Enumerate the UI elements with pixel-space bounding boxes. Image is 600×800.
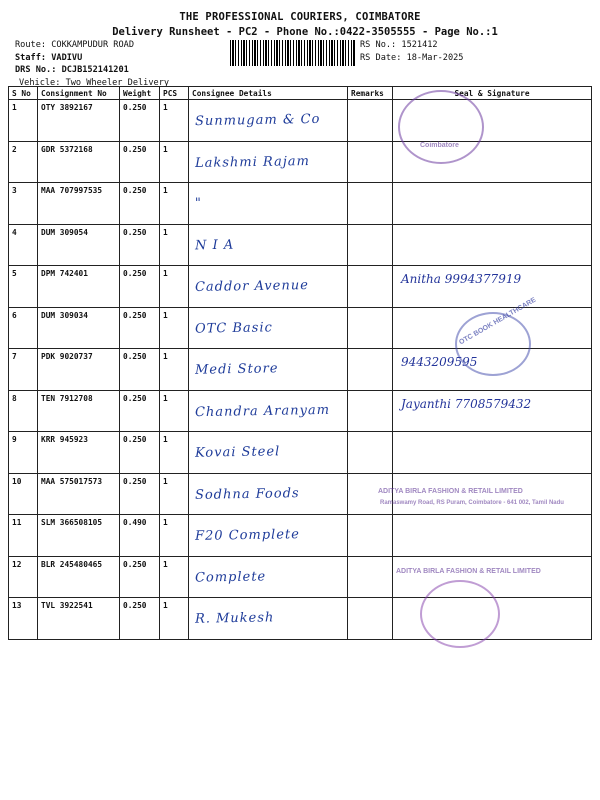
cell-weight: 0.250: [120, 224, 160, 266]
cell-consignment: DPM 742401: [38, 266, 120, 308]
cell-pcs: 1: [160, 100, 189, 142]
cell-consignment: TEN 7912708: [38, 390, 120, 432]
col-seal: Seal & Signature: [393, 87, 592, 100]
cell-weight: 0.250: [120, 183, 160, 225]
cell-pcs: 1: [160, 349, 189, 391]
handwritten-consignee: Lakshmi Rajam: [194, 153, 310, 171]
cell-consignee: [189, 515, 348, 557]
stamp-coimbatore: Coimbatore: [420, 142, 459, 149]
cell-seal: [393, 390, 592, 432]
cell-pcs: 1: [160, 224, 189, 266]
cell-consignment: GDR 5372168: [38, 141, 120, 183]
handwritten-signature: Anitha 9994377919: [401, 272, 522, 286]
cell-seal: [393, 556, 592, 598]
cell-pcs: 1: [160, 183, 189, 225]
handwritten-signature: Jayanthi 7708579432: [401, 396, 532, 411]
cell-consignment: PDK 9020737: [38, 349, 120, 391]
cell-pcs: 1: [160, 432, 189, 474]
col-sno: S No: [9, 87, 38, 100]
table-row: [9, 515, 592, 557]
barcode: [230, 40, 355, 66]
cell-weight: 0.250: [120, 141, 160, 183]
cell-remarks: [348, 224, 393, 266]
cell-consignment: SLM 366508105: [38, 515, 120, 557]
cell-remarks: [348, 556, 393, 598]
table-row: [9, 556, 592, 598]
cell-sno: 13: [9, 598, 38, 640]
cell-consignee: [189, 390, 348, 432]
table-row: [9, 224, 592, 266]
cell-consignee: [189, 100, 348, 142]
handwritten-consignee: Sunmugam & Co: [194, 111, 321, 130]
cell-weight: 0.250: [120, 349, 160, 391]
handwritten-consignee: R. Mukesh: [194, 610, 275, 627]
table-row: [9, 598, 592, 640]
cell-sno: 9: [9, 432, 38, 474]
drs-label: DRS No.: DCJB152141201: [15, 65, 129, 75]
cell-consignee: [189, 224, 348, 266]
cell-consignee: [189, 266, 348, 308]
cell-remarks: [348, 100, 393, 142]
handwritten-consignee: Medi Store: [194, 361, 279, 378]
cell-consignee: [189, 556, 348, 598]
rs-date-label: RS Date: 18-Mar-2025: [360, 52, 464, 63]
cell-consignee: [189, 432, 348, 474]
cell-sno: 12: [9, 556, 38, 598]
cell-sno: 5: [9, 266, 38, 308]
route-label: Route: COKKAMPUDUR ROAD: [15, 40, 134, 50]
handwritten-consignee: ": [194, 195, 203, 212]
cell-weight: 0.490: [120, 515, 160, 557]
cell-consignment: DUM 309054: [38, 224, 120, 266]
cell-remarks: [348, 141, 393, 183]
cell-pcs: 1: [160, 266, 189, 308]
cell-sno: 10: [9, 473, 38, 515]
cell-remarks: [348, 515, 393, 557]
cell-remarks: [348, 266, 393, 308]
table-row: [9, 141, 592, 183]
cell-seal: [393, 224, 592, 266]
cell-consignment: DUM 309034: [38, 307, 120, 349]
cell-weight: 0.250: [120, 598, 160, 640]
stamp-aditya: ADITYA BIRLA FASHION & RETAIL LIMITED: [378, 488, 523, 495]
handwritten-consignee: N I A: [194, 237, 235, 253]
cell-weight: 0.250: [120, 556, 160, 598]
cell-weight: 0.250: [120, 307, 160, 349]
vehicle-label: Vehicle: Two Wheeler Delivery: [19, 77, 170, 88]
cell-pcs: 1: [160, 515, 189, 557]
cell-remarks: [348, 598, 393, 640]
cell-consignee: [189, 473, 348, 515]
cell-sno: 2: [9, 141, 38, 183]
cell-pcs: 1: [160, 473, 189, 515]
stamp-aditya-2: ADITYA BIRLA FASHION & RETAIL LIMITED: [396, 568, 541, 575]
handwritten-consignee: OTC Basic: [194, 319, 273, 337]
cell-remarks: [348, 349, 393, 391]
stamp-apollo: OTC BOOK HEALTHCARE: [458, 296, 538, 347]
table-header-row: [9, 87, 592, 100]
cell-remarks: [348, 432, 393, 474]
col-weight: Weight: [120, 87, 160, 100]
cell-consignment: OTY 3892167: [38, 100, 120, 142]
cell-weight: 0.250: [120, 390, 160, 432]
cell-remarks: [348, 183, 393, 225]
seal-stamp-icon: [398, 90, 484, 164]
cell-sno: 3: [9, 183, 38, 225]
staff-label: Staff: VADIVU: [15, 52, 83, 63]
cell-consignment: MAA 575017573: [38, 473, 120, 515]
handwritten-consignee: Complete: [194, 568, 267, 586]
handwritten-consignee: Sodhna Foods: [194, 485, 300, 503]
col-consignment: Consignment No: [38, 87, 120, 100]
cell-sno: 4: [9, 224, 38, 266]
company-title: THE PROFESSIONAL COURIERS, COIMBATORE: [179, 11, 421, 23]
handwritten-consignee: Caddor Avenue: [194, 278, 309, 295]
cell-sno: 11: [9, 515, 38, 557]
handwritten-consignee: Kovai Steel: [194, 444, 281, 461]
cell-consignee: [189, 141, 348, 183]
cell-pcs: 1: [160, 390, 189, 432]
table-row: [9, 183, 592, 225]
cell-remarks: [348, 390, 393, 432]
table-row: [9, 390, 592, 432]
stamp-aditya-addr: Ramaswamy Road, RS Puram, Coimbatore - 641 002, Tamil Nadu: [380, 500, 564, 506]
cell-sno: 8: [9, 390, 38, 432]
cell-weight: 0.250: [120, 100, 160, 142]
route-meta: [15, 39, 169, 89]
cell-sno: 7: [9, 349, 38, 391]
table-row: [9, 432, 592, 474]
cell-pcs: 1: [160, 141, 189, 183]
cell-weight: 0.250: [120, 473, 160, 515]
cell-consignee: [189, 598, 348, 640]
table-row: [9, 266, 592, 308]
runsheet-subtitle: Delivery Runsheet - PC2 - Phone No.:0422-3505555 - Page No.:1: [112, 26, 498, 38]
cell-consignment: MAA 707997535: [38, 183, 120, 225]
table-row: [9, 100, 592, 142]
cell-seal: [393, 183, 592, 225]
cell-consignee: [189, 307, 348, 349]
seal-stamp-icon: [420, 580, 500, 648]
cell-seal: [393, 432, 592, 474]
rs-no-label: RS No.: 1521412: [360, 40, 438, 50]
col-consignee: Consignee Details: [189, 87, 348, 100]
handwritten-signature: 9443209595: [401, 355, 478, 369]
cell-consignment: TVL 3922541: [38, 598, 120, 640]
cell-seal: [393, 266, 592, 308]
cell-sno: 1: [9, 100, 38, 142]
cell-pcs: 1: [160, 598, 189, 640]
cell-remarks: [348, 307, 393, 349]
col-remarks: Remarks: [348, 87, 393, 100]
cell-consignee: [189, 349, 348, 391]
cell-seal: [393, 515, 592, 557]
col-pcs: PCS: [160, 87, 189, 100]
cell-pcs: 1: [160, 556, 189, 598]
cell-consignment: KRR 945923: [38, 432, 120, 474]
cell-consignee: [189, 183, 348, 225]
cell-weight: 0.250: [120, 432, 160, 474]
cell-consignment: BLR 245480465: [38, 556, 120, 598]
handwritten-consignee: Chandra Aranyam: [194, 402, 331, 420]
cell-weight: 0.250: [120, 266, 160, 308]
handwritten-consignee: F20 Complete: [194, 527, 301, 544]
cell-pcs: 1: [160, 307, 189, 349]
cell-sno: 6: [9, 307, 38, 349]
rs-meta: [360, 39, 463, 64]
